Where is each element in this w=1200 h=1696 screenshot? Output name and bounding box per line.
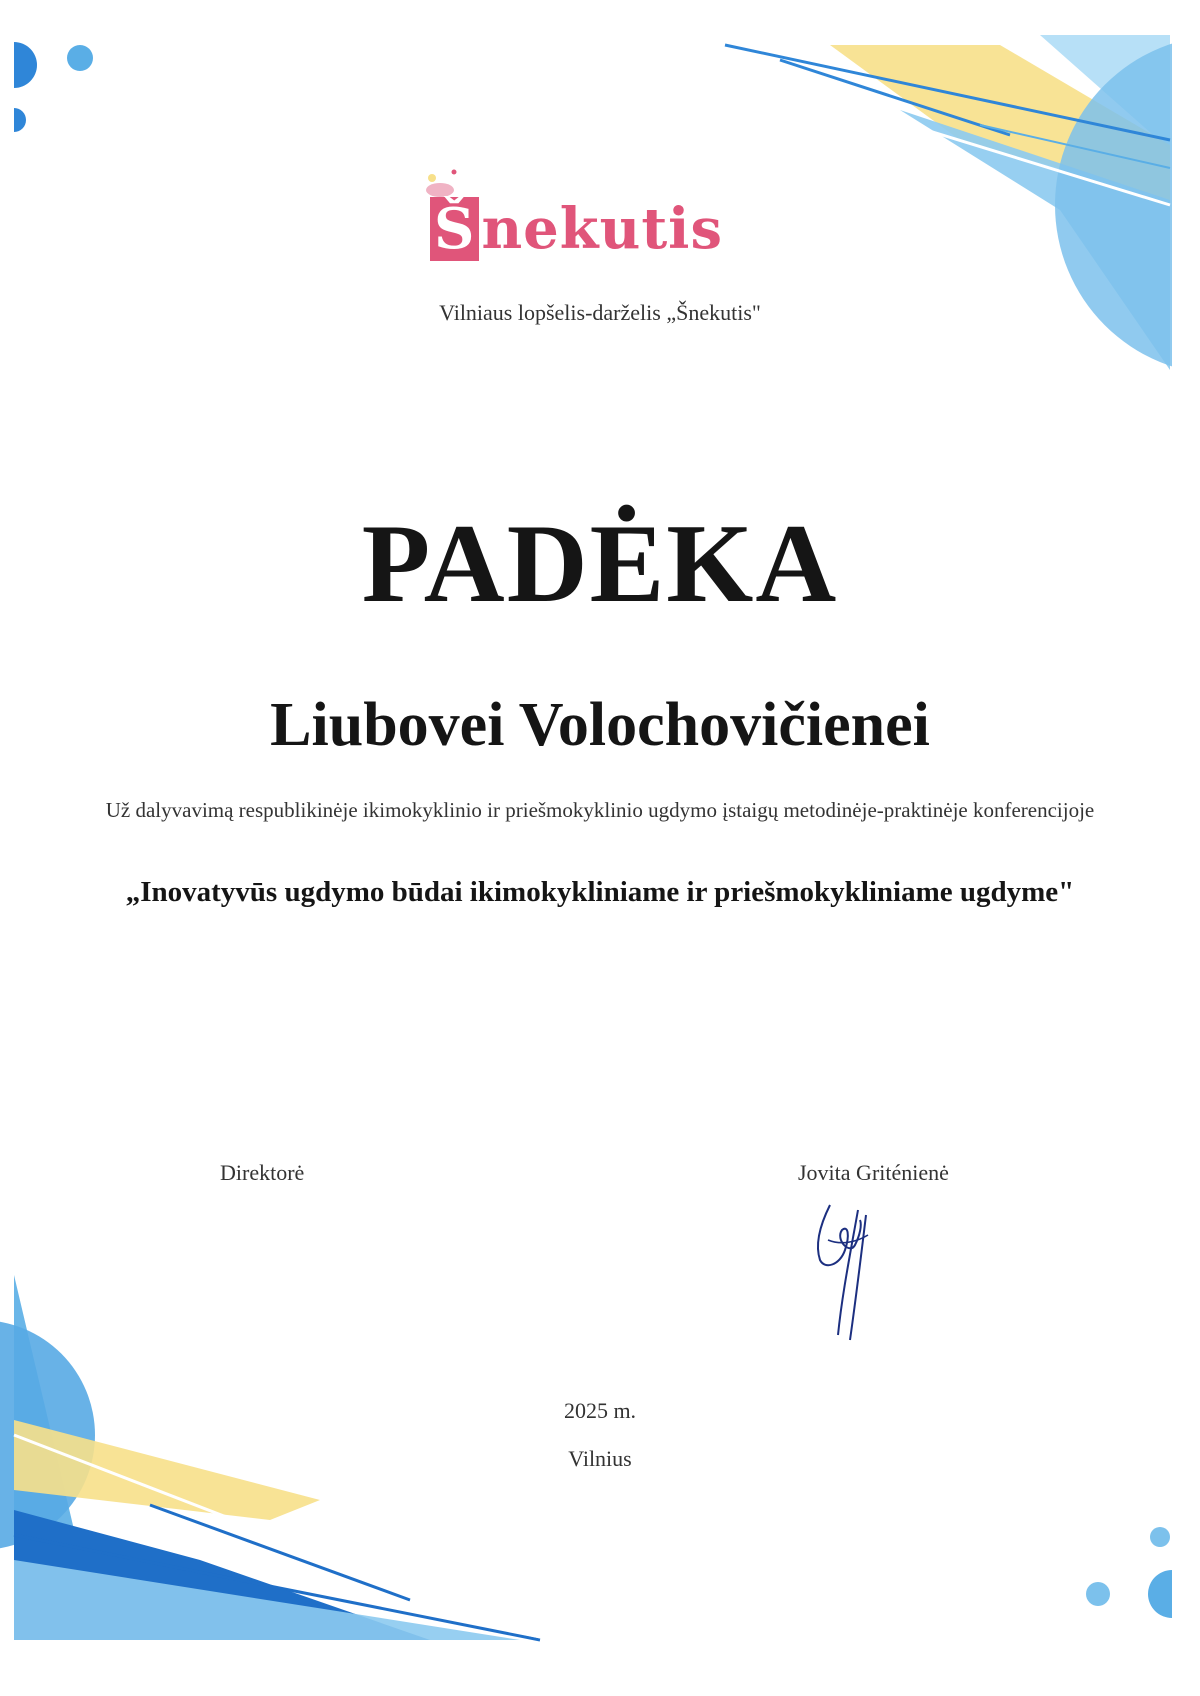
signer-position: Direktorė xyxy=(220,1160,305,1185)
bottom-right-dot-1 xyxy=(1086,1582,1110,1606)
kindergarten-logo xyxy=(410,160,790,280)
award-reason: Už dalyvavimą respublikinėje ikimokyklinio ir priešmokyklinio ugdymo įstaigų metodinėje-praktinėje konferencijoje xyxy=(105,798,1095,822)
bird-icon xyxy=(410,160,480,200)
handwritten-signature xyxy=(800,1185,900,1345)
recipient-name: Liubovei Volochovičienei xyxy=(270,691,930,759)
bottom-right-half-dot xyxy=(1148,1570,1172,1618)
signer-name: Jovita Griténienė xyxy=(798,1160,949,1185)
certificate-title: PADĖKA xyxy=(361,502,839,626)
certificate-year: 2025 m. xyxy=(563,1398,637,1423)
logo-rest: nekutis xyxy=(481,196,723,262)
institution-name: Vilniaus lopšelis-darželis „Šnekutis" xyxy=(439,300,761,325)
logo-wordmark xyxy=(430,196,723,262)
top-left-small-dot xyxy=(14,108,26,132)
top-left-half-dot xyxy=(14,42,37,88)
bottom-right-dot-2 xyxy=(1150,1527,1170,1547)
top-left-dot xyxy=(67,45,93,71)
certificate-city: Vilnius xyxy=(568,1446,632,1471)
conference-title: „Inovatyvūs ugdymo būdai ikimokykliniame ir priešmokykliniame ugdyme" xyxy=(125,876,1075,908)
logo-first-letter: Š xyxy=(430,197,479,261)
